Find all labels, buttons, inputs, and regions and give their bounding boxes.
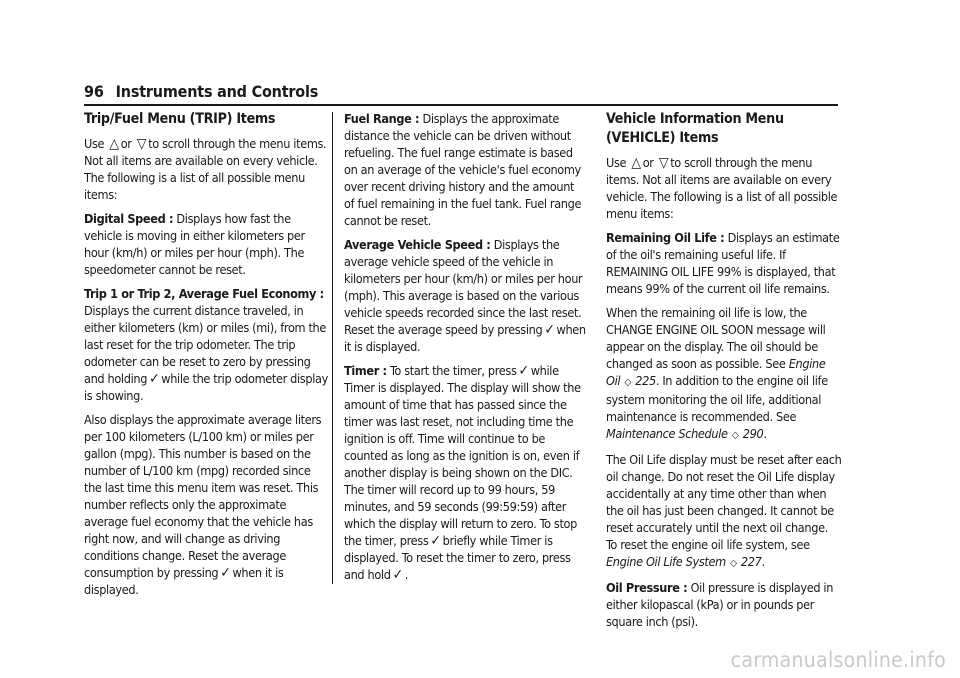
- check-icon: ✓: [518, 363, 529, 379]
- page-ref-icon: ◇: [624, 377, 631, 388]
- section-title: Instruments and Controls: [115, 82, 319, 101]
- oil-pressure-term: Oil Pressure :: [606, 580, 688, 595]
- oil-life-system-link[interactable]: Engine Oil Life System ◇ 227: [606, 554, 762, 569]
- check-icon: ✓: [220, 565, 231, 581]
- check-icon: ✓: [430, 533, 441, 549]
- trip-menu-heading: Trip/Fuel Menu (TRIP) Items: [84, 111, 276, 127]
- oil-reset-paragraph: The Oil Life display must be reset after each oil change. Do not reset the Oil Life display accidentally at any time other than when the oil has just been changed. It cannot be reset accurately until the next oil change. To reset the engine oil life system, see Engine Oil Life System ◇ 227.: [606, 452, 842, 569]
- trip-term: Trip 1 or Trip 2, Average Fuel Economy :: [84, 286, 324, 301]
- column-divider: [332, 112, 333, 584]
- check-icon: ✓: [149, 371, 160, 387]
- page-ref-icon: ◇: [731, 430, 739, 441]
- oil-life-paragraph: Remaining Oil Life : Displays an estimate of the oil's remaining useful life. If REMAINING OIL LIFE 99% is displayed, that means 99% of the current oil life remains.: [606, 230, 840, 296]
- engine-oil-link[interactable]: Engine Oil ◇ 225: [606, 356, 826, 388]
- header-rule: [84, 104, 838, 106]
- avg-speed-term: Average Vehicle Speed :: [344, 237, 491, 252]
- fuel-range-term: Fuel Range :: [344, 111, 420, 126]
- down-arrow-icon: ▽: [136, 136, 147, 152]
- fuel-economy-paragraph: Also displays the approximate average liters per 100 kilometers (L/100 km) or miles per gallon (mpg). This number is based on the number of L/100 km (mpg) recorded since the last time this menu item was reset. This number reflects only the approximate average fuel economy that the vehicle has right now, and will change as driving conditions change. Reset the average consumption by pressing ✓ when it is displayed.: [84, 412, 322, 597]
- maintenance-schedule-link[interactable]: Maintenance Schedule ◇ 290: [606, 426, 764, 441]
- check-icon: ✓: [544, 322, 555, 338]
- oil-low-paragraph: When the remaining oil life is low, the CHANGE ENGINE OIL SOON message will appear on the display. The oil should be changed as soon as possible. See Engine Oil ◇ 225. In addition to the engine oil life system monitoring the oil life, additional maintenance is recommended. See Maintenance Schedule ◇ 290.: [606, 305, 828, 441]
- trip-paragraph: Trip 1 or Trip 2, Average Fuel Economy : Displays the current distance traveled, in either kilometers (km) or miles (mi), from the last reset for the trip odometer. The trip odometer can be reset to zero by pressing and holding ✓ while the trip odometer display is showing.: [84, 286, 328, 403]
- trip-intro-paragraph: Use △ or ▽ to scroll through the menu items. Not all items are available on every vehicle. The following is a list of all possible menu items:: [84, 136, 327, 202]
- vehicle-menu-heading: Vehicle Information Menu (VEHICLE) Items: [606, 111, 784, 146]
- timer-term: Timer :: [344, 363, 387, 378]
- fuel-range-paragraph: Fuel Range : Displays the approximate distance the vehicle can be driven without refueling. The fuel range estimate is based on an average of the vehicle's fuel economy over recent driving history and the amount of fuel remaining in the fuel tank. Fuel range cannot be reset.: [344, 111, 582, 228]
- oil-life-term: Remaining Oil Life :: [606, 230, 725, 245]
- down-arrow-icon: ▽: [658, 155, 669, 171]
- watermark: carmanualsonline.info: [730, 648, 946, 672]
- digital-speed-paragraph: Digital Speed : Displays how fast the vehicle is moving in either kilometers per hour (km/h) or miles per hour (mph). The speedometer cannot be reset.: [84, 211, 305, 277]
- column-left: [84, 110, 330, 605]
- page-header: [84, 82, 318, 101]
- timer-paragraph: Timer : To start the timer, press ✓ while Timer is displayed. The display will show the amount of time that has passed since the timer was last reset, not including time the ignition is off. Time will continue to be counted as long as the ignition is on, even if another display is being shown on the DIC. The timer will record up to 99 hours, 59 minutes, and 59 seconds (99:59:59) after which the display will return to zero. To stop the timer, press ✓ briefly while Timer is displayed. To reset the timer to zero, press and hold ✓ .: [344, 363, 581, 583]
- page-number: 96: [84, 82, 104, 101]
- vehicle-intro-paragraph: Use △ or ▽ to scroll through the menu items. Not all items are available on every vehicle. The following is a list of all possible menu items:: [606, 155, 838, 221]
- digital-speed-term: Digital Speed :: [84, 211, 174, 226]
- up-arrow-icon: △: [109, 136, 119, 152]
- up-arrow-icon: △: [631, 155, 641, 171]
- avg-speed-paragraph: Average Vehicle Speed : Displays the average vehicle speed of the vehicle in kilometers per hour (km/h) or miles per hour (mph). This average is based on the various vehicle speeds recorded since the last reset. Reset the average speed by pressing ✓ when it is displayed.: [344, 237, 586, 354]
- check-icon: ✓: [392, 567, 403, 583]
- page-ref-icon: ◇: [730, 558, 737, 569]
- oil-pressure-paragraph: Oil Pressure : Oil pressure is displayed in either kilopascal (kPa) or in pounds per square inch (psi).: [606, 580, 834, 629]
- column-right: [606, 110, 842, 637]
- column-middle: [344, 110, 586, 590]
